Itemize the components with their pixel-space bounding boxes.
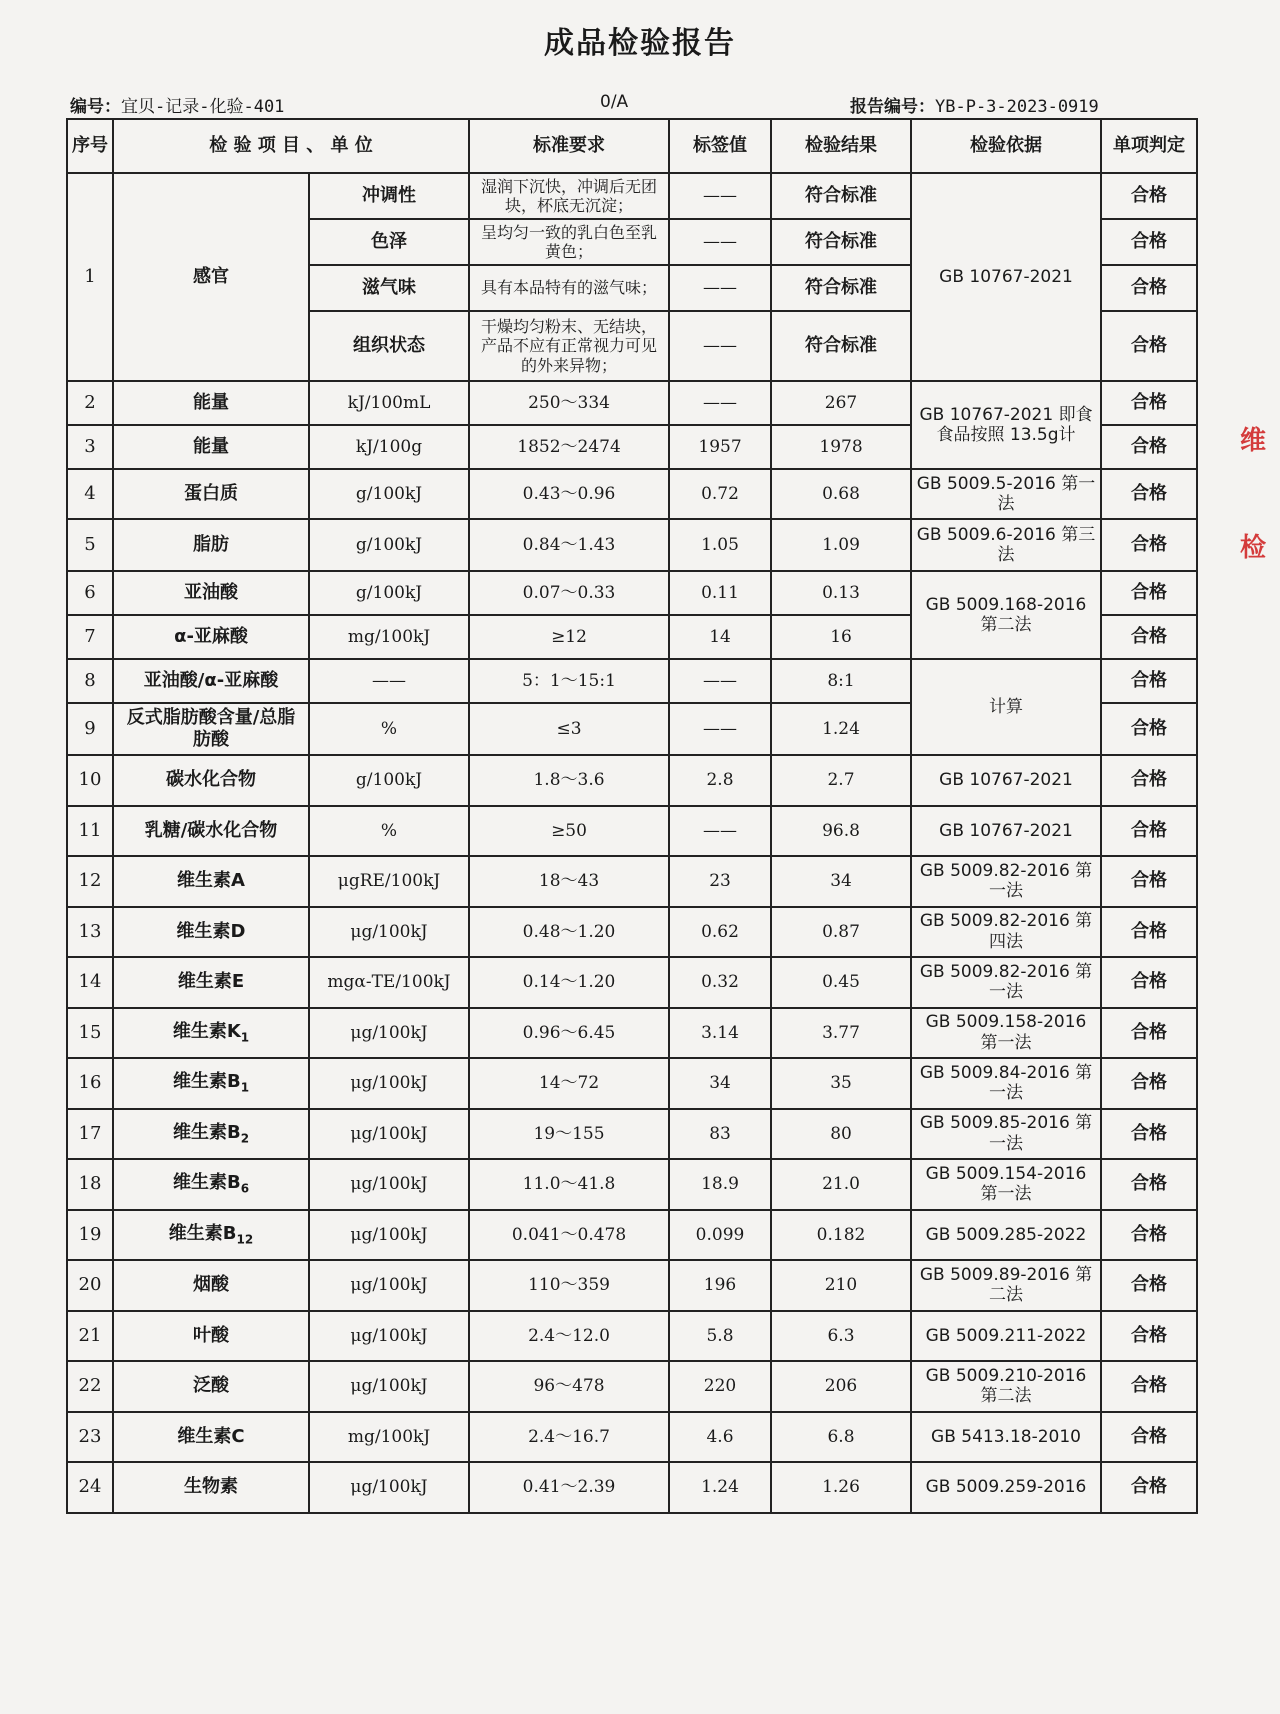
row-result: 符合标准: [771, 265, 911, 311]
row-basis: GB 5009.85-2016 第一法: [911, 1109, 1101, 1160]
report-title: 成品检验报告: [544, 26, 736, 61]
table-row: [67, 1210, 1197, 1261]
row-requirement: 2.4～12.0: [469, 1311, 669, 1362]
table-row: [67, 381, 1197, 425]
row-seq: 9: [67, 703, 113, 755]
row-label-value: 1957: [669, 425, 771, 469]
row-unit: mgα-TE/100kJ: [309, 957, 469, 1008]
row-requirement: 呈均匀一致的乳白色至乳黄色；: [469, 219, 669, 265]
row-seq: 19: [67, 1210, 113, 1261]
row-requirement: 14～72: [469, 1058, 669, 1109]
row-basis: GB 5009.285-2022: [911, 1210, 1101, 1261]
row-seq: 10: [67, 755, 113, 806]
row-basis: GB 5009.154-2016 第一法: [911, 1159, 1101, 1210]
row-judge: 合格: [1101, 1109, 1197, 1160]
row-basis: GB 5413.18-2010: [911, 1412, 1101, 1463]
row-result: 0.182: [771, 1210, 911, 1261]
row-result: 1.26: [771, 1462, 911, 1513]
row-result: 96.8: [771, 806, 911, 857]
row-item: 反式脂肪酸含量/总脂肪酸: [113, 703, 309, 755]
row-result: 210: [771, 1260, 911, 1311]
doc-number: 编号：宜贝-记录-化验-401: [70, 97, 285, 117]
row-unit: g/100kJ: [309, 755, 469, 806]
row-unit: μg/100kJ: [309, 1260, 469, 1311]
row-requirement: 5：1～15:1: [469, 659, 669, 703]
row-basis: GB 10767-2021: [911, 806, 1101, 857]
row-unit: μg/100kJ: [309, 1311, 469, 1362]
row-requirement: 96～478: [469, 1361, 669, 1412]
row-label-value: ——: [669, 381, 771, 425]
table-row: [67, 519, 1197, 571]
row-judge: 合格: [1101, 755, 1197, 806]
row-requirement: ≥12: [469, 615, 669, 659]
row-requirement: 19～155: [469, 1109, 669, 1160]
row-seq: 2: [67, 381, 113, 425]
row-basis: GB 5009.89-2016 第二法: [911, 1260, 1101, 1311]
row-item-text: 维生素B: [172, 1121, 241, 1143]
row-basis: GB 5009.158-2016 第一法: [911, 1008, 1101, 1059]
version: 0/A: [600, 92, 629, 112]
table-row: [67, 1058, 1197, 1109]
row-seq: 23: [67, 1412, 113, 1463]
row-item: 能量: [113, 381, 309, 425]
row-judge: 合格: [1101, 1058, 1197, 1109]
row-judge: 合格: [1101, 957, 1197, 1008]
row-seq: 21: [67, 1311, 113, 1362]
row-subitem: 冲调性: [309, 173, 469, 219]
row-basis: GB 10767-2021 即食食品按照 13.5g计: [911, 381, 1101, 469]
row-seq: 22: [67, 1361, 113, 1412]
row-judge: 合格: [1101, 856, 1197, 907]
inspection-table: [66, 118, 1198, 1514]
table-row: [67, 173, 1197, 219]
row-requirement: 0.84～1.43: [469, 519, 669, 571]
row-result: 1.09: [771, 519, 911, 571]
row-item-text: 维生素B: [168, 1222, 237, 1244]
row-judge: 合格: [1101, 425, 1197, 469]
row-subitem: 色泽: [309, 219, 469, 265]
row-judge: 合格: [1101, 519, 1197, 571]
table-row: [67, 1260, 1197, 1311]
table-row: [67, 1311, 1197, 1362]
row-label-value: 83: [669, 1109, 771, 1160]
row-label-value: 5.8: [669, 1311, 771, 1362]
row-label-value: 18.9: [669, 1159, 771, 1210]
row-unit: μg/100kJ: [309, 1361, 469, 1412]
row-unit: g/100kJ: [309, 469, 469, 519]
row-result: 206: [771, 1361, 911, 1412]
row-result: 80: [771, 1109, 911, 1160]
table-row: [67, 469, 1197, 519]
row-judge: 合格: [1101, 219, 1197, 265]
row-basis: GB 10767-2021: [911, 173, 1101, 381]
table-header: [67, 119, 1197, 173]
row-label-value: 1.05: [669, 519, 771, 571]
row-item: [113, 1058, 309, 1109]
row-requirement: 0.41～2.39: [469, 1462, 669, 1513]
row-basis: GB 5009.82-2016 第一法: [911, 957, 1101, 1008]
row-label-value: 0.32: [669, 957, 771, 1008]
row-seq: 7: [67, 615, 113, 659]
row-basis: GB 5009.211-2022: [911, 1311, 1101, 1362]
row-label-value: 220: [669, 1361, 771, 1412]
row-subitem: 组织状态: [309, 311, 469, 381]
table-row: [67, 907, 1197, 958]
row-label-value: ——: [669, 659, 771, 703]
row-requirement: 18～43: [469, 856, 669, 907]
row-unit: μg/100kJ: [309, 1008, 469, 1059]
row-basis: GB 5009.82-2016 第四法: [911, 907, 1101, 958]
row-unit: g/100kJ: [309, 519, 469, 571]
row-requirement: 0.041～0.478: [469, 1210, 669, 1261]
row-item: 维生素C: [113, 1412, 309, 1463]
row-label-value: ——: [669, 806, 771, 857]
table-row: [67, 1008, 1197, 1059]
row-result: 21.0: [771, 1159, 911, 1210]
row-item-subscript: 1: [240, 1030, 250, 1045]
row-result: 1.24: [771, 703, 911, 755]
row-result: 3.77: [771, 1008, 911, 1059]
row-item: [113, 1210, 309, 1261]
row-requirement: 0.14～1.20: [469, 957, 669, 1008]
row-item: 维生素E: [113, 957, 309, 1008]
table-row: [67, 1159, 1197, 1210]
row-item-subscript: 2: [240, 1131, 250, 1146]
row-judge: 合格: [1101, 571, 1197, 615]
row-seq: 12: [67, 856, 113, 907]
row-item: 能量: [113, 425, 309, 469]
row-item-text: 维生素K: [172, 1020, 241, 1042]
row-label-value: 0.11: [669, 571, 771, 615]
row-basis: GB 10767-2021: [911, 755, 1101, 806]
row-judge: 合格: [1101, 907, 1197, 958]
row-label-value: 14: [669, 615, 771, 659]
row-basis: GB 5009.5-2016 第一法: [911, 469, 1101, 519]
row-seq: 11: [67, 806, 113, 857]
row-item: 脂肪: [113, 519, 309, 571]
row-seq: 4: [67, 469, 113, 519]
row-requirement: ≥50: [469, 806, 669, 857]
table-row: [67, 1361, 1197, 1412]
row-label-value: 0.72: [669, 469, 771, 519]
col-result: 检验结果: [771, 119, 911, 173]
row-judge: 合格: [1101, 311, 1197, 381]
row-label-value: 23: [669, 856, 771, 907]
row-result: 35: [771, 1058, 911, 1109]
table-row: [67, 806, 1197, 857]
row-item: 叶酸: [113, 1311, 309, 1362]
row-unit: ——: [309, 659, 469, 703]
row-unit: μg/100kJ: [309, 1462, 469, 1513]
row-judge: 合格: [1101, 1008, 1197, 1059]
row-judge: 合格: [1101, 173, 1197, 219]
row-result: 0.13: [771, 571, 911, 615]
row-item-text: 维生素B: [172, 1172, 241, 1194]
row-result: 符合标准: [771, 173, 911, 219]
row-requirement: 具有本品特有的滋气味；: [469, 265, 669, 311]
row-requirement: 湿润下沉快，冲调后无团块，杯底无沉淀；: [469, 173, 669, 219]
col-req: 标准要求: [469, 119, 669, 173]
row-seq: 17: [67, 1109, 113, 1160]
row-result: 符合标准: [771, 311, 911, 381]
row-unit: mg/100kJ: [309, 1412, 469, 1463]
row-label-value: 1.24: [669, 1462, 771, 1513]
table-row: [67, 571, 1197, 615]
row-label-value: 4.6: [669, 1412, 771, 1463]
row-judge: 合格: [1101, 1361, 1197, 1412]
row-label-value: 34: [669, 1058, 771, 1109]
row-item: 感官: [113, 173, 309, 381]
row-requirement: ≤3: [469, 703, 669, 755]
table-row: [67, 755, 1197, 806]
row-basis: GB 5009.259-2016: [911, 1462, 1101, 1513]
row-result: 符合标准: [771, 219, 911, 265]
red-seal-stamp: 维 检: [1240, 426, 1267, 563]
row-requirement: 2.4～16.7: [469, 1412, 669, 1463]
row-item: [113, 1159, 309, 1210]
row-basis: GB 5009.6-2016 第三法: [911, 519, 1101, 571]
row-label-value: ——: [669, 173, 771, 219]
row-unit: μg/100kJ: [309, 1210, 469, 1261]
row-label-value: 0.62: [669, 907, 771, 958]
row-item: 亚油酸: [113, 571, 309, 615]
row-label-value: ——: [669, 703, 771, 755]
row-seq: 5: [67, 519, 113, 571]
row-label-value: 0.099: [669, 1210, 771, 1261]
table-row: [67, 957, 1197, 1008]
row-judge: 合格: [1101, 703, 1197, 755]
row-label-value: 2.8: [669, 755, 771, 806]
row-label-value: 3.14: [669, 1008, 771, 1059]
row-result: 0.68: [771, 469, 911, 519]
row-seq: 13: [67, 907, 113, 958]
row-requirement: 250～334: [469, 381, 669, 425]
row-unit: μg/100kJ: [309, 1109, 469, 1160]
row-seq: 1: [67, 173, 113, 381]
row-judge: 合格: [1101, 265, 1197, 311]
row-item: 烟酸: [113, 1260, 309, 1311]
row-subitem: 滋气味: [309, 265, 469, 311]
table-row: [67, 1109, 1197, 1160]
row-result: 0.87: [771, 907, 911, 958]
row-result: 2.7: [771, 755, 911, 806]
row-label-value: ——: [669, 265, 771, 311]
row-judge: 合格: [1101, 806, 1197, 857]
row-label-value: 196: [669, 1260, 771, 1311]
row-requirement: 1.8～3.6: [469, 755, 669, 806]
row-item: 泛酸: [113, 1361, 309, 1412]
row-requirement: 0.96～6.45: [469, 1008, 669, 1059]
row-seq: 6: [67, 571, 113, 615]
row-requirement: 干燥均匀粉末、无结块，产品不应有正常视力可见的外来异物；: [469, 311, 669, 381]
row-judge: 合格: [1101, 1159, 1197, 1210]
row-unit: μg/100kJ: [309, 1159, 469, 1210]
row-requirement: 1852～2474: [469, 425, 669, 469]
row-item: α-亚麻酸: [113, 615, 309, 659]
row-item: [113, 1008, 309, 1059]
row-requirement: 0.07～0.33: [469, 571, 669, 615]
row-item: 亚油酸/α-亚麻酸: [113, 659, 309, 703]
row-unit: %: [309, 703, 469, 755]
row-judge: 合格: [1101, 615, 1197, 659]
row-basis: GB 5009.84-2016 第一法: [911, 1058, 1101, 1109]
row-seq: 16: [67, 1058, 113, 1109]
row-seq: 3: [67, 425, 113, 469]
row-unit: kJ/100mL: [309, 381, 469, 425]
row-result: 267: [771, 381, 911, 425]
table-row: [67, 1462, 1197, 1513]
row-seq: 20: [67, 1260, 113, 1311]
row-requirement: 0.43～0.96: [469, 469, 669, 519]
row-basis: 计算: [911, 659, 1101, 755]
row-result: 1978: [771, 425, 911, 469]
row-result: 8:1: [771, 659, 911, 703]
row-unit: μgRE/100kJ: [309, 856, 469, 907]
row-label-value: ——: [669, 311, 771, 381]
row-judge: 合格: [1101, 1260, 1197, 1311]
row-judge: 合格: [1101, 1462, 1197, 1513]
row-judge: 合格: [1101, 1412, 1197, 1463]
row-item-subscript: 1: [240, 1080, 250, 1095]
row-requirement: 11.0～41.8: [469, 1159, 669, 1210]
row-label-value: ——: [669, 219, 771, 265]
row-item: 维生素D: [113, 907, 309, 958]
row-result: 34: [771, 856, 911, 907]
row-item: [113, 1109, 309, 1160]
row-result: 0.45: [771, 957, 911, 1008]
row-unit: μg/100kJ: [309, 907, 469, 958]
row-item: 蛋白质: [113, 469, 309, 519]
row-seq: 18: [67, 1159, 113, 1210]
row-unit: %: [309, 806, 469, 857]
row-seq: 14: [67, 957, 113, 1008]
col-label: 标签值: [669, 119, 771, 173]
row-item: 乳糖/碳水化合物: [113, 806, 309, 857]
row-basis: GB 5009.168-2016 第二法: [911, 571, 1101, 659]
row-result: 16: [771, 615, 911, 659]
row-basis: GB 5009.210-2016 第二法: [911, 1361, 1101, 1412]
row-item: 维生素A: [113, 856, 309, 907]
row-judge: 合格: [1101, 381, 1197, 425]
row-result: 6.3: [771, 1311, 911, 1362]
row-result: 6.8: [771, 1412, 911, 1463]
row-unit: μg/100kJ: [309, 1058, 469, 1109]
row-requirement: 110～359: [469, 1260, 669, 1311]
row-item-subscript: 6: [240, 1181, 250, 1196]
col-basis: 检验依据: [911, 119, 1101, 173]
report-number: 报告编号：YB-P-3-2023-0919: [850, 97, 1099, 117]
row-item: 生物素: [113, 1462, 309, 1513]
row-item-text: 维生素B: [172, 1071, 241, 1093]
row-seq: 15: [67, 1008, 113, 1059]
table-row: [67, 856, 1197, 907]
row-judge: 合格: [1101, 469, 1197, 519]
row-unit: g/100kJ: [309, 571, 469, 615]
row-basis: GB 5009.82-2016 第一法: [911, 856, 1101, 907]
row-seq: 8: [67, 659, 113, 703]
row-unit: mg/100kJ: [309, 615, 469, 659]
row-unit: kJ/100g: [309, 425, 469, 469]
col-judge: 单项判定: [1101, 119, 1197, 173]
col-seq: 序号: [67, 119, 113, 173]
table-row: [67, 659, 1197, 703]
row-requirement: 0.48～1.20: [469, 907, 669, 958]
row-seq: 24: [67, 1462, 113, 1513]
row-judge: 合格: [1101, 1311, 1197, 1362]
row-judge: 合格: [1101, 1210, 1197, 1261]
table-row: [67, 1412, 1197, 1463]
row-judge: 合格: [1101, 659, 1197, 703]
row-item-subscript: 12: [236, 1232, 254, 1247]
col-item: 检 验 项 目 、 单 位: [113, 119, 469, 173]
row-item: 碳水化合物: [113, 755, 309, 806]
